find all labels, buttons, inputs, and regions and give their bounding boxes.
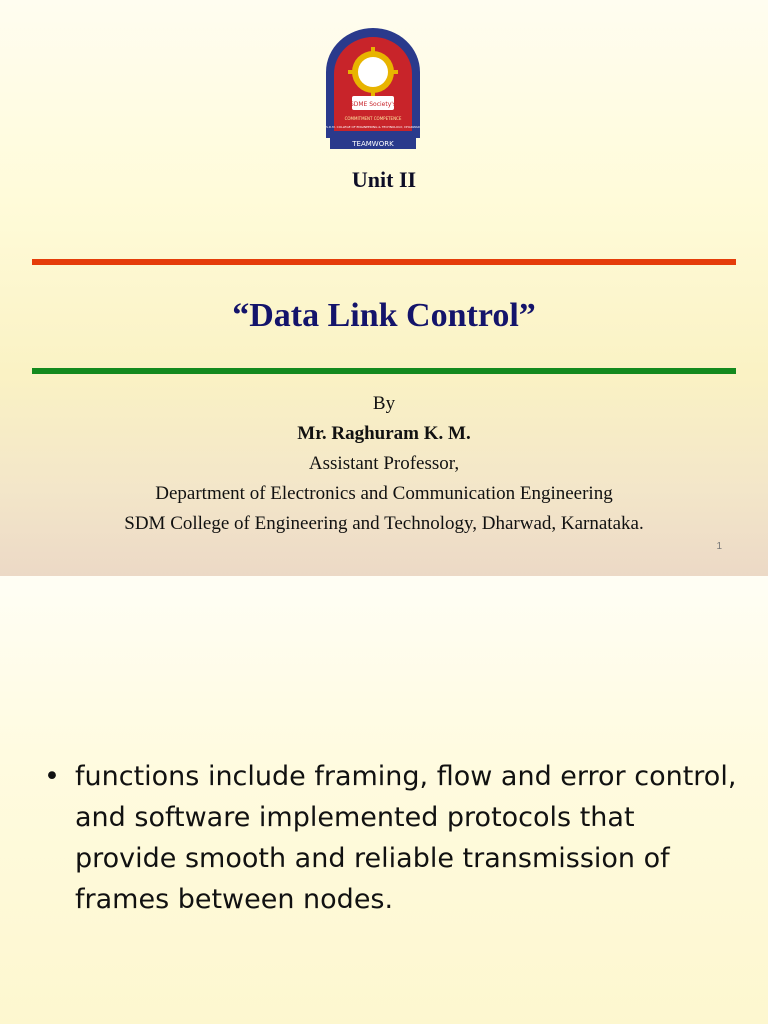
author-designation: Assistant Professor,: [308, 453, 460, 474]
list-item: [44, 756, 744, 920]
logo-arc-text: S.D.M. COLLEGE OF ENGINEERING & TECHNOLOGY, DHARWAD: [326, 125, 420, 129]
bottom-divider: [32, 368, 736, 374]
unit-label: Unit II: [351, 167, 417, 192]
logo-lower-text: COMMITMENT COMPETENCE: [344, 116, 402, 121]
department-name: Department of Electronics and Communication Engineering: [155, 483, 613, 504]
top-divider: [32, 259, 736, 265]
logo-ribbon-text: TEAMWORK: [352, 140, 394, 148]
bullet-list: [44, 756, 744, 920]
logo-center-text: SDME Society's: [349, 101, 397, 108]
college-name: SDM College of Engineering and Technology, Dharwad, Karnataka.: [124, 513, 644, 534]
credits-block: [0, 389, 768, 539]
page-number: 1: [716, 541, 722, 552]
slide-title-heading: “Data Link Control”: [232, 297, 536, 334]
bullet-text: functions include framing, flow and error control, and software implemented protocols that provide smooth and reliable transmission of frames between nodes.: [75, 761, 737, 915]
author-name: Mr. Raghuram K. M.: [297, 423, 471, 444]
bullet-icon: •: [44, 761, 60, 792]
by-label: By: [372, 393, 396, 414]
college-emblem-icon: [322, 28, 424, 152]
slide-content: [0, 576, 768, 1024]
